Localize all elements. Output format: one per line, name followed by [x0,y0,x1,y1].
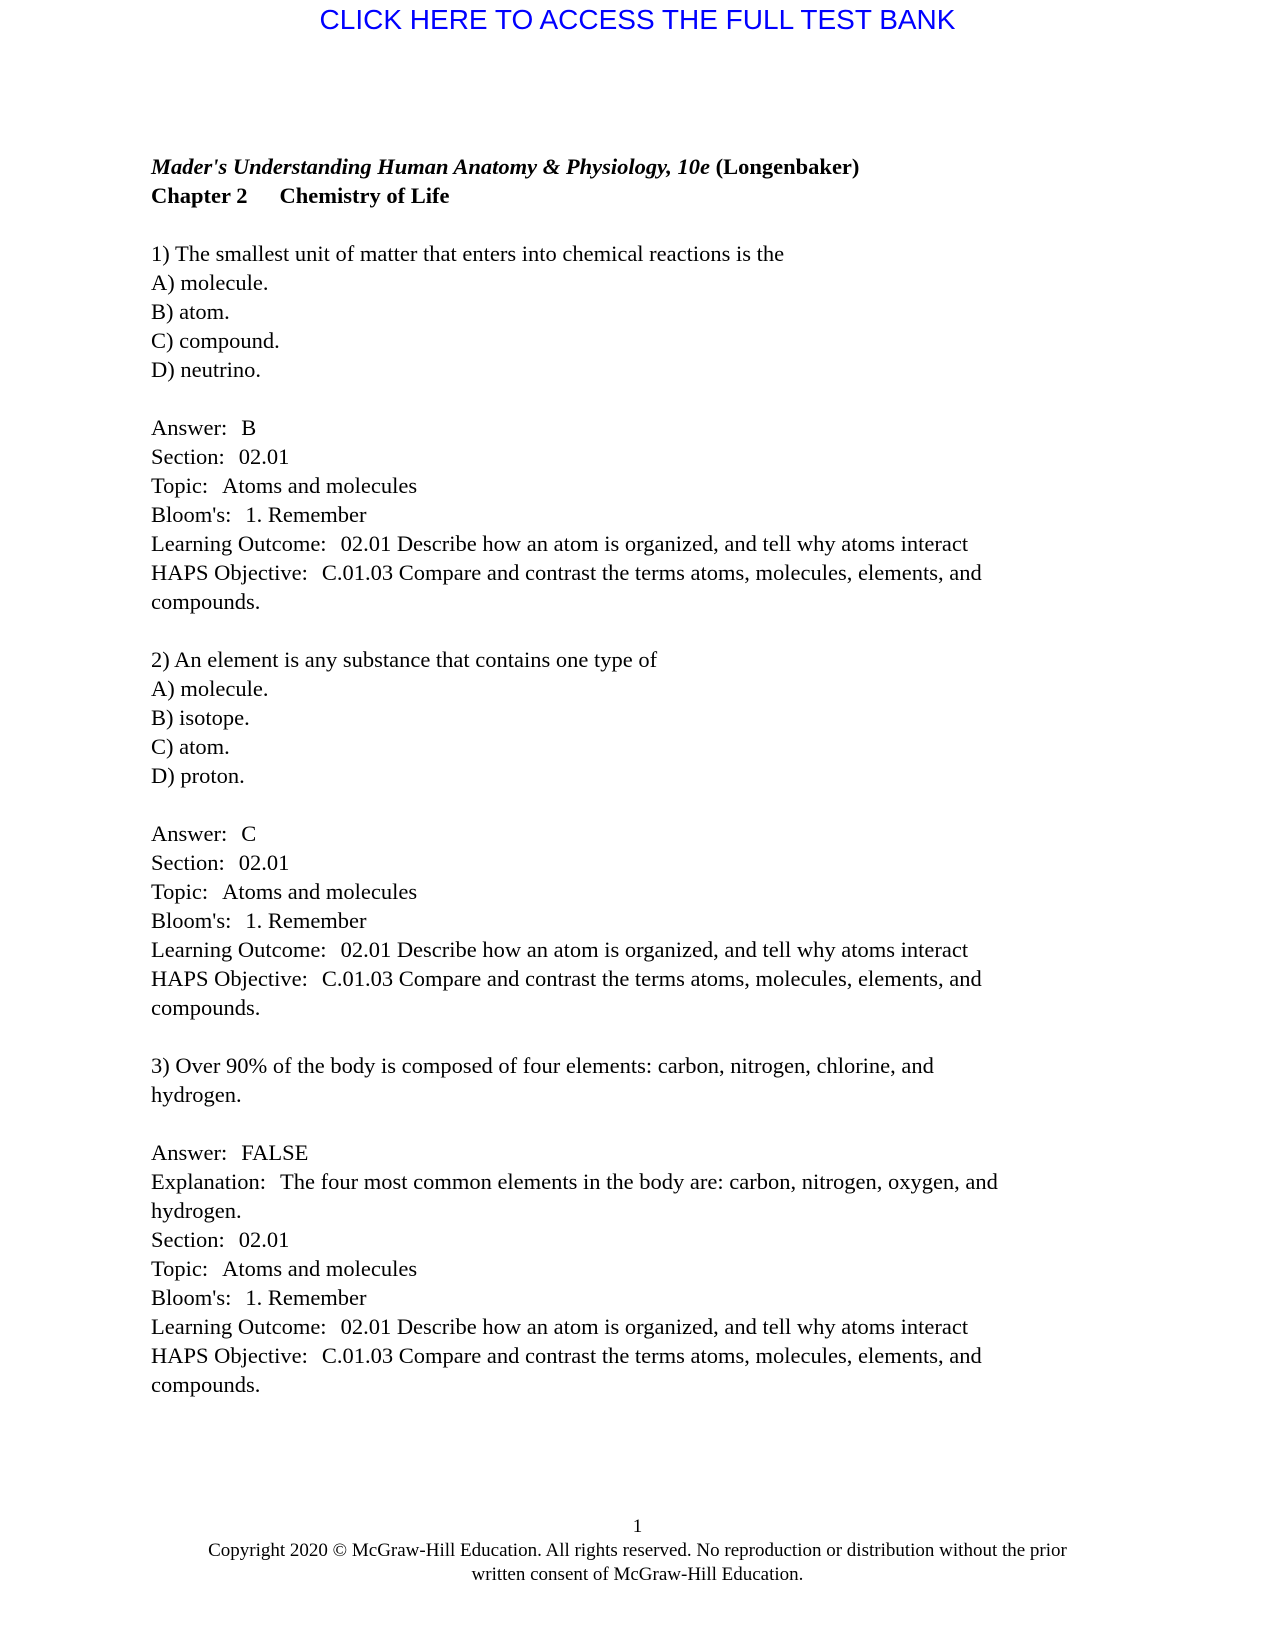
section-value: 02.01 [238,1227,290,1252]
chapter-heading [151,181,1151,210]
explanation-value: The four most common elements in the body are: carbon, nitrogen, oxygen, and [279,1169,998,1194]
haps-label: HAPS Objective: [151,560,308,585]
section-line [151,848,1151,877]
haps-value: C.01.03 Compare and contrast the terms atoms, molecules, elements, and [321,966,982,991]
answer-value: C [241,821,257,846]
section-value: 02.01 [238,850,290,875]
document-body [151,152,1151,1399]
haps-line [151,558,1151,587]
blooms-label: Bloom's: [151,502,232,527]
blooms-label: Bloom's: [151,1285,232,1310]
answer-line [151,1138,1151,1167]
blooms-value: 1. Remember [245,502,367,527]
answer-label: Answer: [151,415,228,440]
haps-line [151,1341,1151,1370]
explanation-continuation: hydrogen. [151,1198,242,1223]
blooms-value: 1. Remember [245,1285,367,1310]
blooms-line [151,1283,1151,1312]
book-title: Mader's Understanding Human Anatomy & Physiology, 10e [151,154,711,179]
topic-label: Topic: [151,879,209,904]
question-1 [151,239,1151,645]
learning-outcome-value: 02.01 Describe how an atom is organized, and tell why atoms interact [340,531,969,556]
section-value: 02.01 [238,444,290,469]
learning-outcome-line [151,935,1151,964]
page-number: 1 [632,1516,643,1537]
section-line [151,1225,1151,1254]
section-label: Section: [151,1227,225,1252]
explanation-line [151,1167,1151,1196]
chapter-title: Chemistry of Life [279,183,450,208]
choice: C) compound. [151,328,280,353]
topic-label: Topic: [151,1256,209,1281]
answer-label: Answer: [151,821,228,846]
haps-continuation: compounds. [151,589,261,614]
answer-line [151,413,1151,442]
section-line [151,442,1151,471]
question-stem-continuation: hydrogen. [151,1082,242,1107]
choice: D) neutrino. [151,357,261,382]
blooms-line [151,500,1151,529]
question-2 [151,645,1151,1051]
copyright-line: Copyright 2020 © McGraw-Hill Education. All rights reserved. No reproduction or distribution without the prior [208,1540,1067,1561]
chapter-number: Chapter 2 [151,183,248,208]
learning-outcome-line [151,1312,1151,1341]
topic-line [151,471,1151,500]
choice: B) isotope. [151,705,250,730]
learning-outcome-value: 02.01 Describe how an atom is organized, and tell why atoms interact [340,1314,969,1339]
section-label: Section: [151,444,225,469]
question-stem: 1) The smallest unit of matter that enters into chemical reactions is the [151,241,785,266]
answer-label: Answer: [151,1140,228,1165]
full-test-bank-link[interactable]: CLICK HERE TO ACCESS THE FULL TEST BANK [319,4,956,35]
page-footer [0,1515,1275,1587]
haps-continuation: compounds. [151,995,261,1020]
book-author: (Longenbaker) [715,154,860,179]
choice: C) atom. [151,734,230,759]
learning-outcome-label: Learning Outcome: [151,1314,327,1339]
answer-value: B [241,415,257,440]
topic-label: Topic: [151,473,209,498]
choice: A) molecule. [151,676,269,701]
learning-outcome-line [151,529,1151,558]
topic-value: Atoms and molecules [222,473,418,498]
haps-label: HAPS Objective: [151,1343,308,1368]
book-title-line [151,152,1151,181]
explanation-label: Explanation: [151,1169,266,1194]
learning-outcome-value: 02.01 Describe how an atom is organized, and tell why atoms interact [340,937,969,962]
topic-value: Atoms and molecules [222,879,418,904]
haps-continuation: compounds. [151,1372,261,1397]
copyright-line: written consent of McGraw-Hill Education. [471,1564,804,1585]
learning-outcome-label: Learning Outcome: [151,937,327,962]
choice: B) atom. [151,299,230,324]
answer-line [151,819,1151,848]
blooms-line [151,906,1151,935]
learning-outcome-label: Learning Outcome: [151,531,327,556]
topic-line [151,1254,1151,1283]
answer-value: FALSE [241,1140,309,1165]
question-stem: 3) Over 90% of the body is composed of four elements: carbon, nitrogen, chlorine, and [151,1053,934,1078]
blooms-value: 1. Remember [245,908,367,933]
topic-line [151,877,1151,906]
choice: D) proton. [151,763,245,788]
question-3 [151,1051,1151,1399]
blooms-label: Bloom's: [151,908,232,933]
section-label: Section: [151,850,225,875]
question-stem: 2) An element is any substance that contains one type of [151,647,658,672]
haps-value: C.01.03 Compare and contrast the terms atoms, molecules, elements, and [321,1343,982,1368]
topic-value: Atoms and molecules [222,1256,418,1281]
haps-label: HAPS Objective: [151,966,308,991]
haps-line [151,964,1151,993]
choice: A) molecule. [151,270,269,295]
haps-value: C.01.03 Compare and contrast the terms atoms, molecules, elements, and [321,560,982,585]
